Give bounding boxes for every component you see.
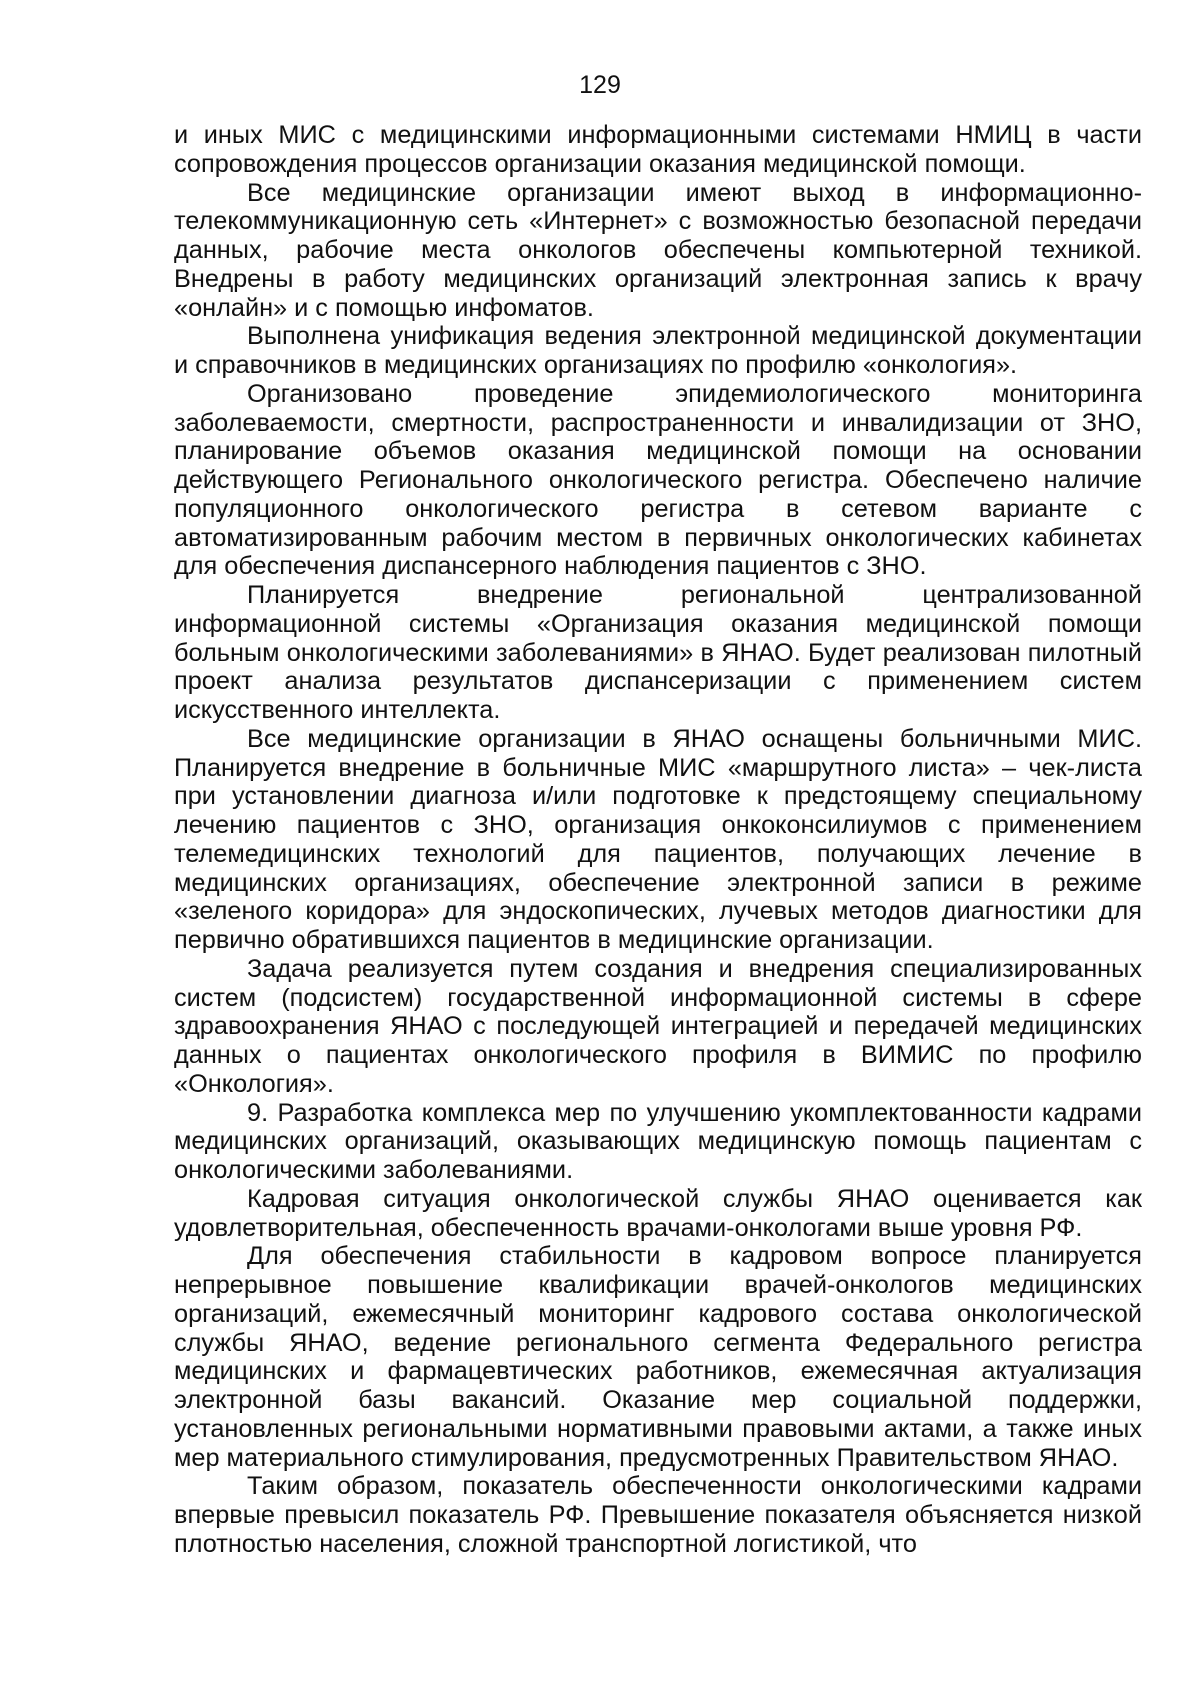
paragraph-staffing-stability: Для обеспечения стабильности в кадровом вопросе планируется непрерывное повышение квалификации врачей-онкологов медицинских организаций, ежемесячный мониторинг кадрового состава онкологической службы ЯНАО, ведение регионального сегмента Федерального регистра медицинских и фармацевтических работников, ежемесячная актуализация электронной базы вакансий. Оказание мер социальной поддержки, установленных региональными нормативными правовыми актами, а также иных мер материального стимулирования, предусмотренных Правительством ЯНАО. <box>174 1242 1142 1472</box>
paragraph-regional-information-system: Планируется внедрение региональной централизованной информационной системы «Организация оказания медицинской помощи больным онкологическими заболеваниями» в ЯНАО. Будет реализован пилотный проект анализа результатов диспансеризации с применением систем искусственного интеллекта. <box>174 581 1142 724</box>
paragraph-continuation: и иных МИС с медицинскими информационными системами НМИЦ в части сопровождения процессов организации оказания медицинской помощи. <box>174 121 1142 178</box>
paragraph-epidemiological-monitoring: Организовано проведение эпидемиологического мониторинга заболеваемости, смертности, распространенности и инвалидизации от ЗНО, планирование объемов оказания медицинской помощи на основании действующего Регионального онкологического регистра. Обеспечено наличие популяционного онкологического регистра в сетевом варианте с автоматизированным рабочим местом в первичных онкологических кабинетах для обеспечения диспансерного наблюдения пациентов с ЗНО. <box>174 379 1142 581</box>
paragraph-conclusion: Таким образом, показатель обеспеченности онкологическими кадрами впервые превысил показатель РФ. Превышение показателя объясняется низкой плотностью населения, сложной транспортной логистикой, что <box>174 1472 1142 1558</box>
paragraph-internet-access: Все медицинские организации имеют выход в информационно-телекоммуникационную сеть «Интернет» с возможностью безопасной передачи данных, рабочие места онкологов обеспечены компьютерной техникой. Внедрены в работу медицинских организаций электронная запись к врачу «онлайн» и с помощью инфоматов. <box>174 178 1142 322</box>
body-text <box>174 121 1142 1559</box>
paragraph-section-9-heading: 9. Разработка комплекса мер по улучшению укомплектованности кадрами медицинских организаций, оказывающих медицинскую помощь пациентам с онкологическими заболеваниями. <box>174 1098 1142 1184</box>
paragraph-staffing-situation: Кадровая ситуация онкологической службы ЯНАО оценивается как удовлетворительная, обеспеченность врачами-онкологами выше уровня РФ. <box>174 1184 1142 1242</box>
paragraph-documentation-unification: Выполнена унификация ведения электронной медицинской документации и справочников в медицинских организациях по профилю «онкология». <box>174 322 1142 379</box>
page-number: 129 <box>579 71 621 99</box>
paragraph-hospital-mis: Все медицинские организации в ЯНАО оснащены больничными МИС. Планируется внедрение в больничные МИС «маршрутного листа» – чек-листа при установлении диагноза и/или подготовке к предстоящему специальному лечению пациентов с ЗНО, организация онкоконсилиумов с применением телемедицинских технологий для пациентов, получающих лечение в медицинских организациях, обеспечение электронной записи в режиме «зеленого коридора» для эндоскопических, лучевых методов диагностики для первично обратившихся пациентов в медицинские организации. <box>174 724 1142 954</box>
paragraph-task-implementation: Задача реализуется путем создания и внедрения специализированных систем (подсистем) государственной информационной системы в сфере здравоохранения ЯНАО с последующей интеграцией и передачей медицинских данных о пациентах онкологического профиля в ВИМИС по профилю «Онкология». <box>174 954 1142 1098</box>
